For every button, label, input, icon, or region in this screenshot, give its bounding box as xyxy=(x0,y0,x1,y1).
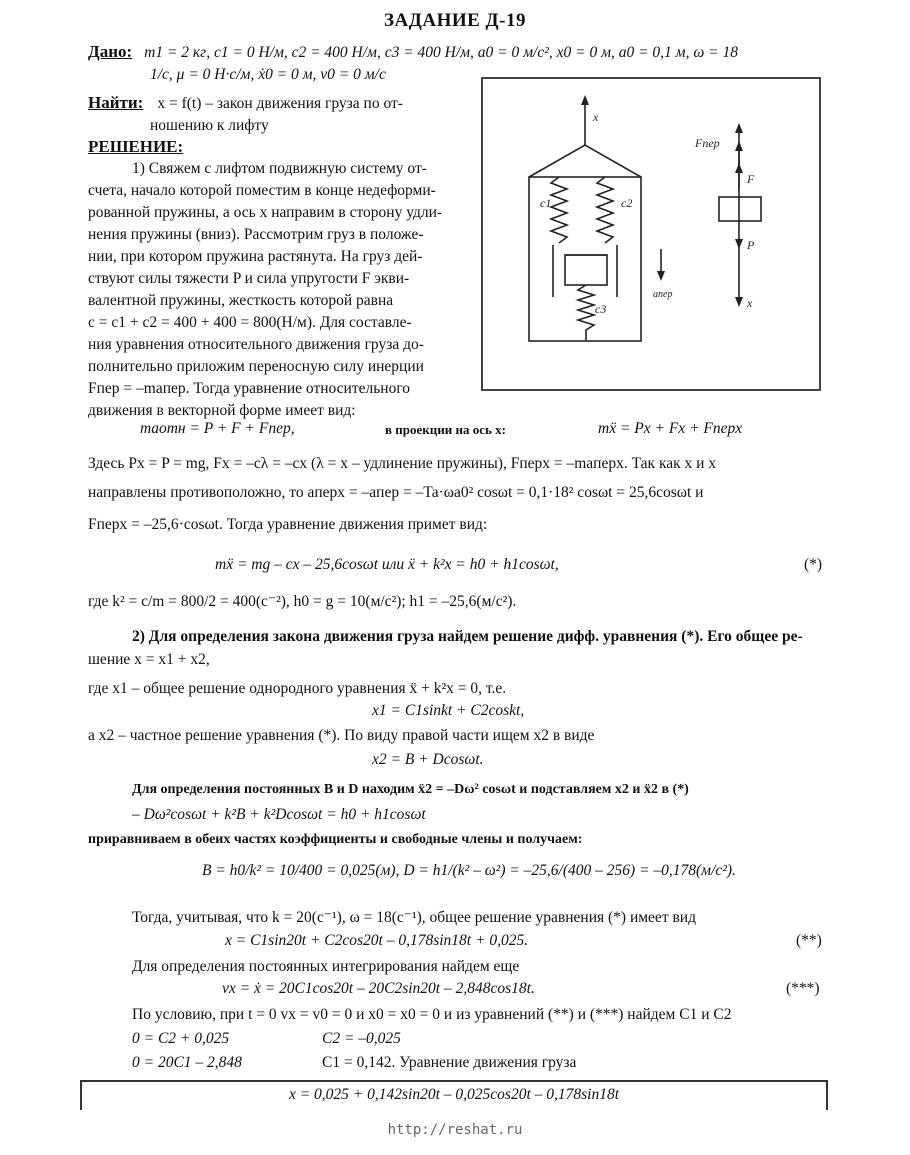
text-line-coef: Для определения постоянных B и D находим ẍ2 = –Dω² cosωt и подставляем x2 и ẍ2 в (*) xyxy=(132,782,689,797)
text-line-prir: приравниваем в обеих частях коэффициенты и свободные члены и получаем: xyxy=(88,832,583,847)
solution-line: 1) Свяжем с лифтом подвижную систему от- xyxy=(132,160,427,177)
given-label: Дано: xyxy=(88,42,133,61)
solution-line: ния уравнения относительного движения груза до- xyxy=(88,336,424,353)
find-line-2: ношению к лифту xyxy=(150,117,269,134)
given-line-1: m1 = 2 кг, c1 = 0 Н/м, c2 = 400 Н/м, c3 = 400 Н/м, a0 = 0 м/с², x0 = 0 м, a0 = 0,1 м, ω = 18 xyxy=(144,44,738,61)
solution-line: c = c1 + c2 = 400 + 400 = 800(Н/м). Для составле- xyxy=(88,314,412,331)
text-line-opr: Для определения постоянных интегрирования найдем еще xyxy=(132,958,520,975)
final-answer-box xyxy=(80,1080,828,1110)
find-line-1: x = f(t) – закон движения груза по от- xyxy=(157,95,403,112)
given-block xyxy=(88,42,738,62)
spring-c2-label: c2 xyxy=(621,196,633,210)
solution-line: движения в векторной форме имеет вид: xyxy=(88,402,356,419)
figure-frame xyxy=(481,77,821,391)
equation-b-d: B = h0/k² = 10/400 = 0,025(м), D = h1/(k² – ω²) = –25,6/(400 – 256) = –0,178(м/с²). xyxy=(202,862,736,879)
equation-vector: maотн = P + F + Fпер, xyxy=(140,420,295,437)
given-line-2: 1/с, μ = 0 Н·с/м, ẋ0 = 0 м, v0 = 0 м/с xyxy=(150,66,386,83)
equation-projection: mẍ = Px + Fx + Fперx xyxy=(598,420,743,437)
equation-velocity: vx = ẋ = 20C1cos20t – 20C2sin20t – 2,848cos18t. xyxy=(222,980,535,997)
solution-line: нии, при котором пружина растянута. На груз дей- xyxy=(88,248,423,265)
text-line-fper: Fперx = –25,6·cosωt. Тогда уравнение движения примет вид: xyxy=(88,516,488,533)
solution-line: валентной пружины, жесткость которой равна xyxy=(88,292,394,309)
force-fper-label: Fпер xyxy=(695,136,720,150)
solution-line: полнительно приложим переносную силу инерции xyxy=(88,358,424,375)
text-line-x2: а x2 – частное решение уравнения (*). По виду правой части ищем x2 в виде xyxy=(88,727,595,744)
solution-label: РЕШЕНИЕ: xyxy=(88,137,184,156)
solution-line: нения пружины (вниз). Рассмотрим груз в положе- xyxy=(88,226,424,243)
equation-tag: (*) xyxy=(804,556,823,573)
condition-2-result: C1 = 0,142. Уравнение движения груза xyxy=(322,1054,577,1071)
equation-projection-label: в проекции на ось x: xyxy=(385,422,506,437)
equation-general: x = C1sin20t + C2cos20t – 0,178sin18t + 0,025. xyxy=(225,932,529,949)
equation-velocity-tag: (***) xyxy=(786,980,820,997)
mechanism-diagram xyxy=(483,79,819,389)
axis-x-top-label: x xyxy=(593,110,599,124)
free-body-diagram xyxy=(719,123,761,307)
text-line-zdes: Здесь Px = P = mg, Fx = –cλ = –cx (λ = x – удлинение пружины), Fперx = –maперx. Так как x и x xyxy=(88,455,717,472)
text-line-po: По условию, при t = 0 vx = v0 = 0 и x0 = x0 = 0 и из уравнений (**) и (***) найдем C1 и C2 xyxy=(132,1006,732,1023)
solution-line: Fпер = –maпер. Тогда уравнение относительного xyxy=(88,380,411,397)
section-2-line-a: 2) Для определения закона движения груза найдем решение дифф. уравнения (*). Его общее ре- xyxy=(132,628,803,645)
solution-line: счета, начало которой поместим в конце недеформи- xyxy=(88,182,436,199)
find-label: Найти: xyxy=(88,93,144,112)
condition-2-eq: 0 = 20C1 – 2,848 xyxy=(132,1054,242,1071)
spring-c1-label: c1 xyxy=(540,196,552,210)
solution-line: рованной пружины, а ось x направим в сторону удли- xyxy=(88,204,443,221)
condition-1-eq: 0 = C2 + 0,025 xyxy=(132,1030,230,1047)
spring-c3-label: c3 xyxy=(595,302,607,316)
transport-acceleration-label: aпер xyxy=(653,289,673,300)
footer-url: http://reshat.ru xyxy=(387,1122,523,1138)
equation-substitution: – Dω²cosωt + k²B + k²Dcosωt = h0 + h1cosωt xyxy=(132,806,426,823)
final-equation: x = 0,025 + 0,142sin20t – 0,025cos20t – 0,178sin18t xyxy=(288,1086,620,1103)
page-title: ЗАДАНИЕ Д-19 xyxy=(384,10,526,31)
equation-x1: x1 = C1sinkt + C2coskt, xyxy=(372,702,525,719)
equation-motion: mẍ = mg – cx – 25,6cosωt или ẍ + k²x = h0 + h1cosωt, xyxy=(215,556,559,573)
condition-1-result: C2 = –0,025 xyxy=(322,1030,401,1047)
equation-general-tag: (**) xyxy=(796,932,822,949)
text-line-napr: направлены противоположно, то aперx = –aпер = –Ta·ωa0² cosωt = 0,1·18² cosωt = 25,6cosωt и xyxy=(88,484,704,501)
find-block xyxy=(88,93,403,113)
text-line-togda: Тогда, учитывая, что k = 20(с⁻¹), ω = 18(с⁻¹), общее решение уравнения (*) имеет вид xyxy=(132,909,696,926)
section-2-line-b: шение x = x1 + x2, xyxy=(88,651,210,668)
text-line-gde: где k² = c/m = 800/2 = 400(с⁻²), h0 = g = 10(м/с²); h1 = –25,6(м/с²). xyxy=(88,593,517,610)
solution-line: ствуют силы тяжести P и сила упругости F экви- xyxy=(88,270,410,287)
text-line-x1: где x1 – общее решение однородного уравнения ẍ + k²x = 0, т.е. xyxy=(88,680,507,697)
force-f-label: F xyxy=(747,172,755,186)
equation-x2: x2 = B + Dcosωt. xyxy=(372,751,484,768)
axis-x-bottom-label: x xyxy=(747,296,753,310)
force-p-label: P xyxy=(747,238,755,252)
